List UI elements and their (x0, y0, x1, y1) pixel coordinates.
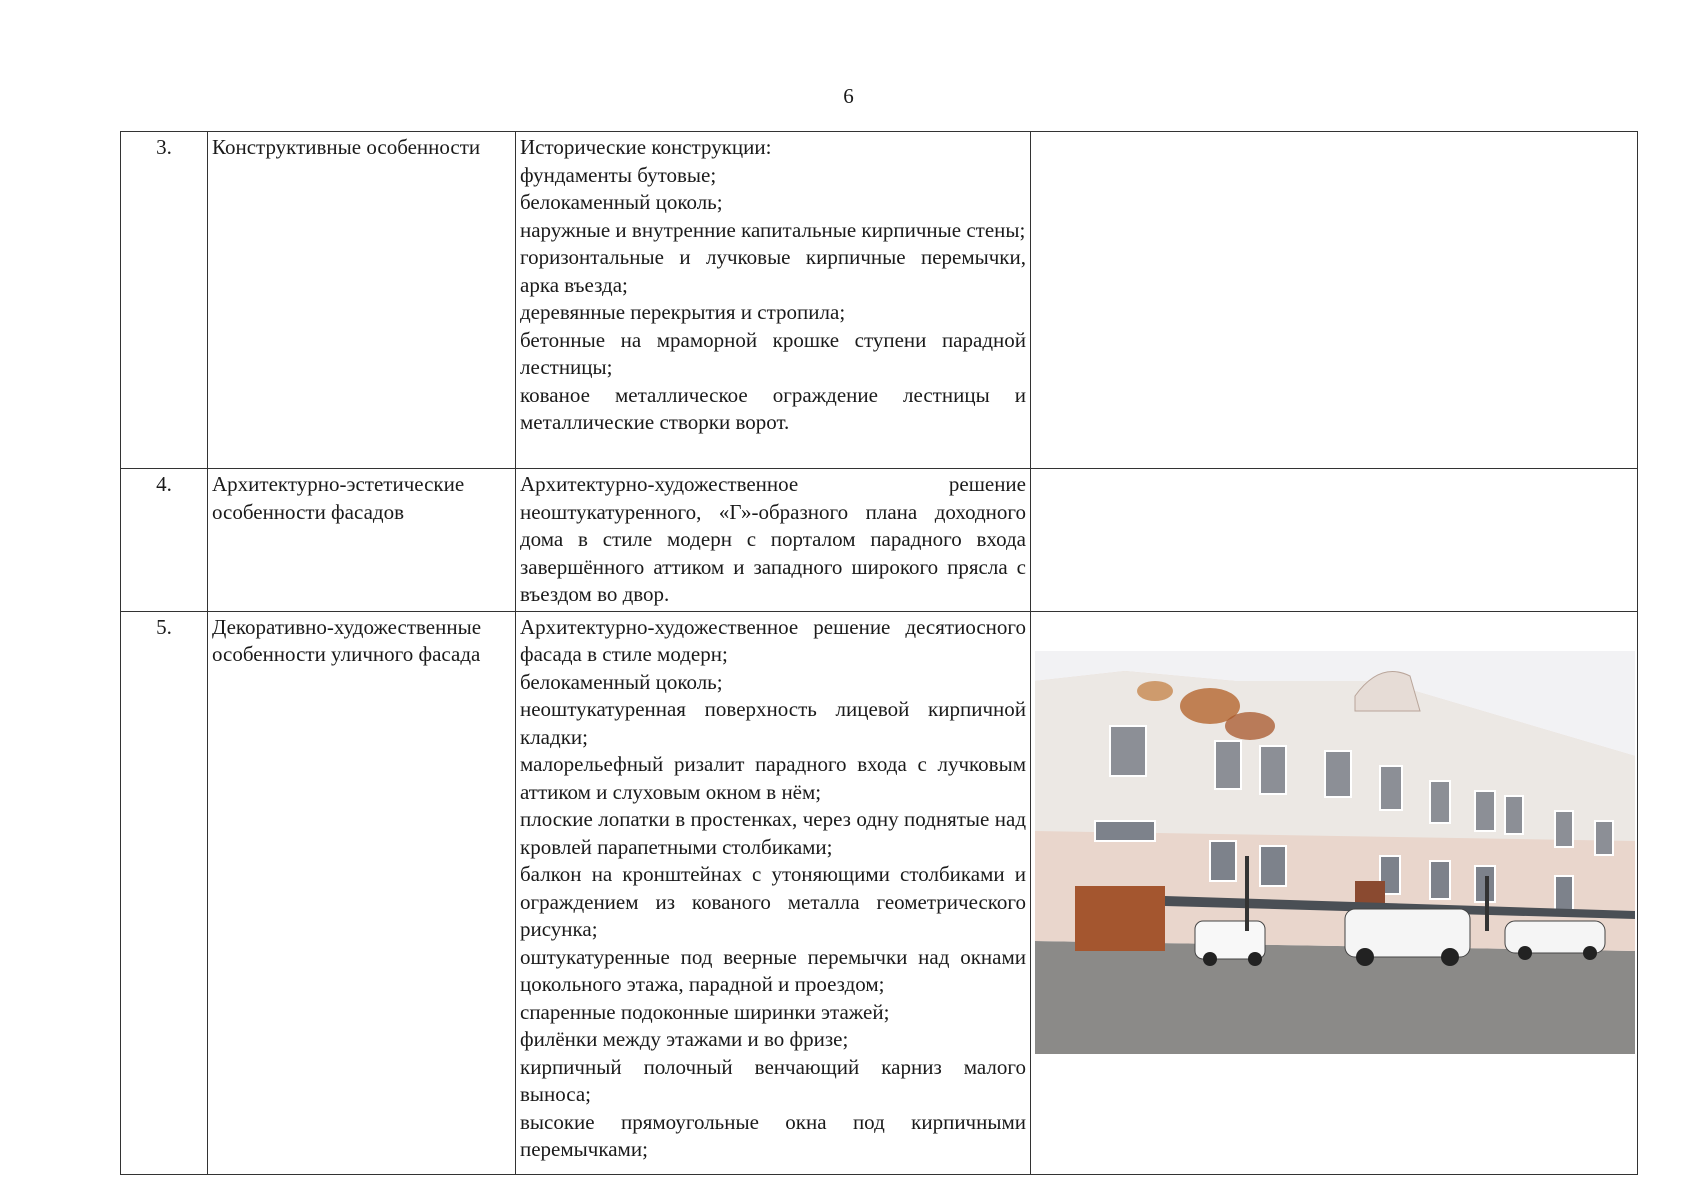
row-number: 5. (121, 611, 208, 1174)
desc-line: кованое металлическое ограждение лестницы и металлические створки ворот. (520, 382, 1026, 434)
row-number: 4. (121, 469, 208, 612)
feature-table (120, 131, 1638, 1175)
desc-line: деревянные перекрытия и стропила; (520, 300, 846, 324)
desc-line: оштукатуренные под веерные перемычки над окнами цокольного этажа, парадной и проездом; (520, 944, 1026, 996)
desc-line: плоские лопатки в простенках, через одну поднятые над кровлей парапетными столбиками; (520, 807, 1026, 859)
row-description (516, 469, 1031, 612)
desc-line: бетонные на мраморной крошке ступени парадной лестницы; (520, 327, 1026, 379)
table-row (121, 132, 1638, 469)
table-row (121, 469, 1638, 612)
desc-line: наружные и внутренние капитальные кирпичные стены; (520, 217, 1026, 242)
table-row (121, 611, 1638, 1174)
desc-line: малорельефный ризалит парадного входа с лучковым аттиком и слуховым окном в нём; (520, 752, 1026, 804)
desc-line: балкон на кронштейнах с утоняющими столбиками и ограждением из кованого металла геометрического рисунка; (520, 862, 1026, 941)
desc-line: Архитектурно-художественное решение неоштукатуренного, «Г»-образного плана доходного дома в стиле модерн с порталом парадного входа завершённого аттиком и западного широкого прясла с въездом во двор. (520, 472, 1026, 606)
row-title: Конструктивные особенности (208, 132, 516, 469)
image-cell (1031, 611, 1638, 1174)
desc-line: Архитектурно-художественное решение десятиосного фасада в стиле модерн; (520, 614, 1026, 666)
facade-photo (1035, 651, 1635, 1054)
desc-line: фундаменты бутовые; (520, 162, 717, 187)
row-title: Архитектурно-эстетические особенности фасадов (208, 469, 516, 612)
desc-line: кирпичный полочный венчающий карниз малого выноса; (520, 1054, 1026, 1106)
desc-line: Исторические конструкции: (520, 135, 772, 159)
row-number: 3. (121, 132, 208, 469)
page-number: 6 (843, 84, 854, 108)
desc-line: высокие прямоугольные окна под кирпичными перемычками; (520, 1109, 1026, 1161)
image-cell-empty (1031, 469, 1638, 612)
desc-line: белокаменный цоколь; (520, 190, 723, 214)
row-title: Декоративно-художественные особенности уличного фасада (208, 611, 516, 1174)
desc-line: филёнки между этажами и во фризе; (520, 1027, 849, 1051)
image-cell-empty (1031, 132, 1638, 469)
desc-line: горизонтальные и лучковые кирпичные перемычки, арка въезда; (520, 245, 1026, 297)
desc-line: спаренные подоконные ширинки этажей; (520, 999, 890, 1024)
desc-line: белокаменный цоколь; (520, 669, 723, 694)
desc-line: неоштукатуренная поверхность лицевой кирпичной кладки; (520, 697, 1026, 749)
row-description (516, 132, 1031, 469)
row-description (516, 611, 1031, 1174)
